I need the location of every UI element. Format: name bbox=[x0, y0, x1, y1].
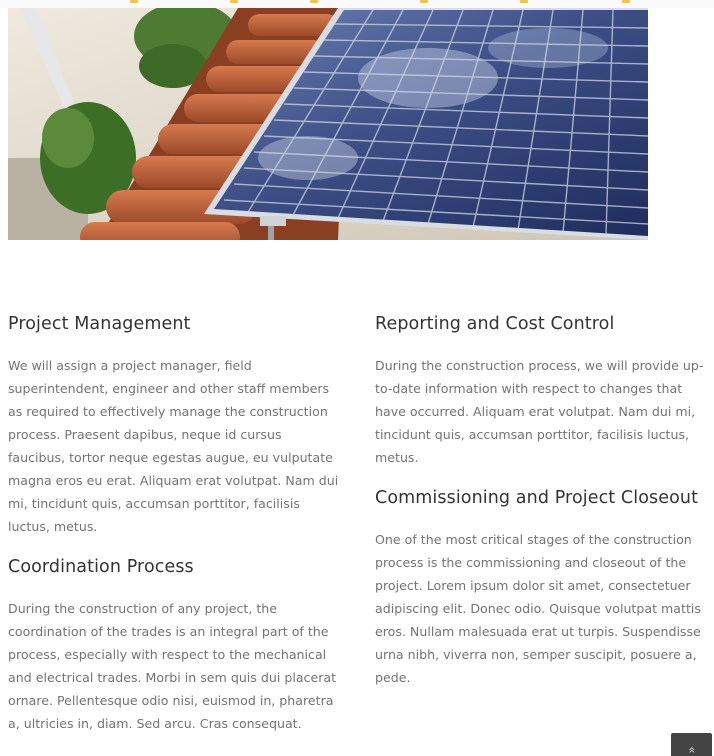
section-text: One of the most critical stages of the construction process is the commissioning and closeout of the project. Lorem ipsum dolor sit amet, consectetuer adipiscing elit. Donec odio. Quisque volutpat mattis eros. Nullam malesuada erat ut turpis. Suspendisse urna nibh, viverra non, semper suscipit, posuere a, pede. bbox=[375, 532, 701, 685]
section-commissioning-closeout bbox=[375, 488, 707, 689]
section-text: During the construction process, we will provide up-to-date information with respect to changes that have occurred. Aliquam erat volutpat. Nam dui mi, tincidunt quis, accumsan porttitor, facilisis luctus, metus. bbox=[375, 358, 704, 465]
hero-image bbox=[8, 8, 648, 240]
scroll-to-top-button[interactable] bbox=[671, 733, 712, 756]
section-text: We will assign a project manager, field superintendent, engineer and other staff members as required to effectively manage the construction process. Praesent dapibus, neque id cursus faucibus, tortor neque egestas augue, eu vulputate magna eros eu erat. Aliquam erat volutpat. Nam dui mi, tincidunt quis, accumsan porttitor, facilisis luctus, metus. bbox=[8, 358, 339, 534]
strip-mark bbox=[230, 0, 238, 3]
section-title: Commissioning and Project Closeout bbox=[375, 488, 699, 508]
section-coordination-process bbox=[8, 557, 342, 735]
section-text: During the construction of any project, the coordination of the trades is an integral part of the process, especially with respect to the mechanical and electrical trades. Morbi in sem quis dui placerat ornare. Pellentesque odio nisi, euismod in, pharetra a, ultricies in, diam. Sed arcu. Cras consequat. bbox=[8, 601, 337, 731]
section-title: Coordination Process bbox=[8, 557, 194, 577]
section-reporting-cost-control bbox=[375, 314, 707, 469]
strip-mark bbox=[520, 0, 528, 3]
top-strip bbox=[0, 0, 714, 8]
section-project-management bbox=[8, 314, 340, 538]
section-title: Project Management bbox=[8, 314, 191, 334]
section-title: Reporting and Cost Control bbox=[375, 314, 615, 334]
strip-mark bbox=[130, 0, 138, 3]
strip-mark bbox=[420, 0, 428, 3]
strip-mark bbox=[310, 0, 318, 3]
strip-mark bbox=[622, 0, 630, 3]
solar-panel-image bbox=[8, 8, 648, 240]
double-chevron-up-icon: » bbox=[684, 746, 699, 754]
